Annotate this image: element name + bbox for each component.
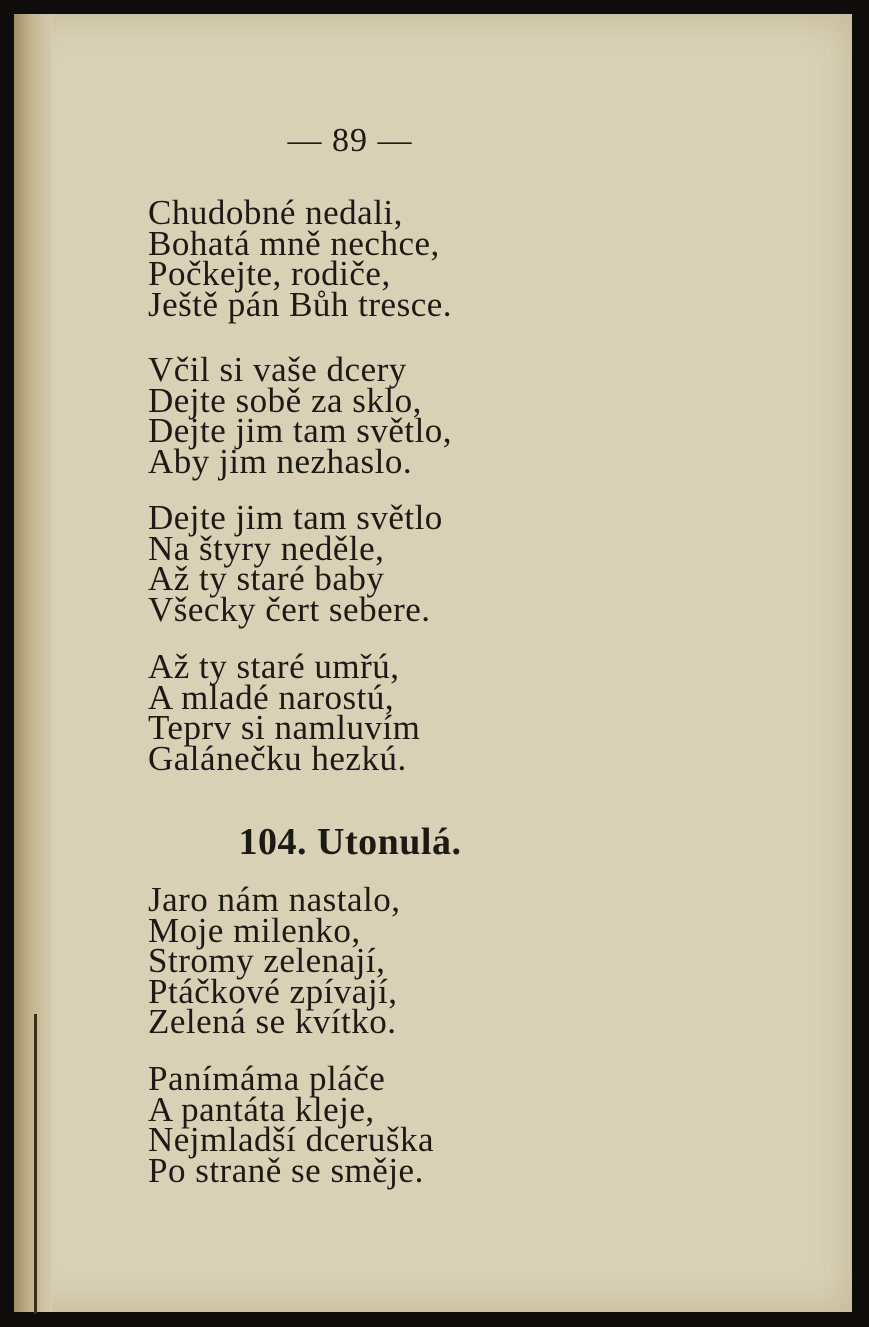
verse-line: Dejte jim tam světlo, — [148, 411, 453, 450]
verse-line: Zelená se kvítko. — [148, 1002, 397, 1041]
verse-line: Nejmladší dceruška — [148, 1120, 434, 1159]
verse-line: Až ty staré baby — [148, 559, 385, 598]
verse-line: Počkejte, rodiče, — [148, 254, 391, 293]
poem-heading: 104. Utonulá. — [238, 821, 462, 863]
stanza-4 — [148, 647, 421, 778]
verse-line: Aby jim nezhaslo. — [148, 441, 413, 481]
verse-line: Stromy zelenají, — [148, 941, 386, 980]
verse-line: Bohatá mně nechce, — [148, 223, 440, 263]
verse-line: Na štyry neděle, — [148, 528, 385, 568]
verse-line: A mladé narostú, — [148, 677, 395, 717]
verse-line: Dejte sobě za sklo, — [148, 380, 422, 420]
verse-line: Jaro nám nastalo, — [148, 880, 401, 919]
stanza-6 — [148, 1059, 434, 1190]
stanza-5 — [148, 880, 401, 1041]
verse-line: Po straně se směje. — [148, 1150, 424, 1190]
verse-line: Až ty staré umřú, — [148, 647, 400, 686]
page-number: — 89 — — [287, 122, 413, 159]
verse-line: Moje milenko, — [148, 910, 361, 950]
stanza-2 — [148, 350, 453, 481]
verse-line: A pantáta kleje, — [148, 1089, 375, 1129]
verse-line: Galánečku hezkú. — [148, 738, 407, 778]
stanza-3 — [148, 498, 443, 629]
verse-line: Ptáčkové zpívají, — [148, 971, 398, 1011]
verse-line: Všecky čert sebere. — [148, 589, 431, 629]
verse-line: Teprv si namluvím — [148, 708, 421, 747]
verse-line: Ještě pán Bůh tresce. — [148, 284, 453, 324]
stanza-1 — [148, 193, 453, 324]
verse-line: Panímáma pláče — [148, 1059, 386, 1098]
verse-line: Včil si vaše dcery — [148, 350, 407, 389]
verse-line: Chudobné nedali, — [148, 193, 403, 232]
verse-line: Dejte jim tam světlo — [148, 498, 443, 537]
